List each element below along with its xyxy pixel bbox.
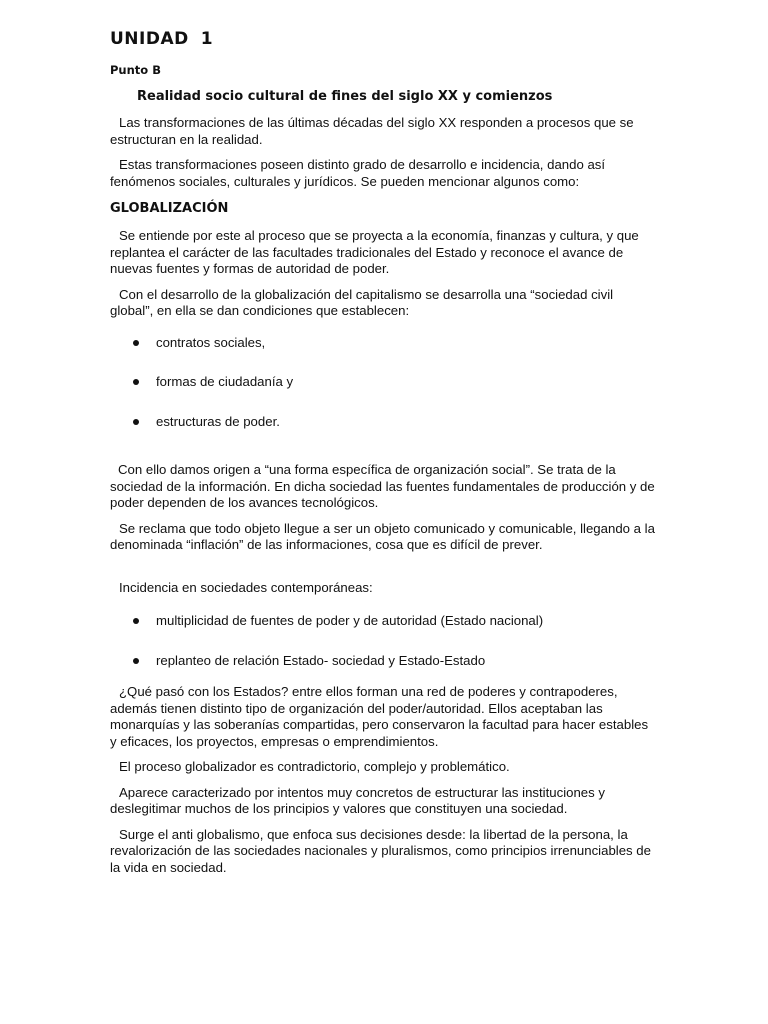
list-item-text: multiplicidad de fuentes de poder y de autoridad (Estado nacional): [156, 613, 544, 628]
paragraph: Con ello damos origen a “una forma específica de organización social”. Se trata de la sociedad de la información. En dicha sociedad las fuentes fundamentales de producción y de poder dependen de los avances tecnológicos.: [110, 462, 655, 510]
document-body: [110, 26, 658, 876]
section-heading: GLOBALIZACIÓN: [110, 201, 229, 216]
incidence-list: [110, 613, 658, 669]
bullet-icon: [133, 419, 139, 425]
paragraph: Surge el anti globalismo, que enfoca sus decisiones desde: la libertad de la persona, la revalorización de las sociedades nacionales y pluralismos, como principios irrenunciables de la vida en sociedad.: [110, 826, 651, 875]
list-item-text: replanteo de relación Estado- sociedad y Estado-Estado: [156, 652, 486, 668]
paragraph: Las transformaciones de las últimas décadas del siglo XX responden a procesos que se estructuran en la realidad.: [110, 115, 634, 147]
subtitle: Punto B: [110, 63, 161, 77]
incidence-intro: Incidencia en sociedades contemporáneas:: [119, 579, 373, 595]
paragraph: Aparece caracterizado por intentos muy concretos de estructurar las instituciones y deslegitimar muchos de los principios y valores que constituyen una sociedad.: [110, 784, 605, 816]
list-item-text: estructuras de poder.: [156, 413, 280, 429]
paragraph: Con el desarrollo de la globalización del capitalismo se desarrolla una “sociedad civil global”, en ella se dan condiciones que establecen:: [110, 286, 614, 318]
bullet-icon: [133, 379, 139, 385]
list-item: [110, 335, 658, 352]
list-item-text: formas de ciudadanía y: [156, 374, 294, 389]
document-title: Realidad socio cultural de fines del siglo XX y comienzos: [137, 89, 553, 104]
conditions-list: [110, 335, 658, 431]
paragraph: El proceso globalizador es contradictorio, complejo y problemático.: [119, 759, 510, 774]
list-item-text: contratos sociales,: [156, 334, 266, 350]
list-item: [110, 653, 658, 670]
unit-title: [110, 26, 658, 52]
list-item: [110, 613, 658, 630]
unit-number: 1: [200, 29, 214, 49]
paragraph: Se entiende por este al proceso que se proyecta a la economía, finanzas y cultura, y que replantea el carácter de las facultades tradicionales del Estado y reconoce el avance de nuevas fuentes y formas de autoridad de poder.: [110, 228, 639, 276]
paragraph: Se reclama que todo objeto llegue a ser un objeto comunicado y comunicable, llegando a la denominada “inflación” de las informaciones, cosa que es difícil de prever.: [110, 520, 655, 552]
bullet-icon: [133, 658, 139, 664]
unit-word: UNIDAD: [110, 29, 189, 49]
paragraph: ¿Qué pasó con los Estados? entre ellos forman una red de poderes y contrapoderes, además tienen distinto tipo de organización del poder/autoridad. Ellos aceptaban las monarquías y las soberanías compartidas, pero conservaron la facultad para hacer estables y eficaces, los proyectos, empresas o emprendimientos.: [110, 684, 649, 749]
paragraph: Estas transformaciones poseen distinto grado de desarrollo e incidencia, dando así fenómenos sociales, culturales y jurídicos. Se pueden mencionar algunos como:: [110, 157, 606, 189]
bullet-icon: [133, 340, 139, 346]
list-item: [110, 374, 658, 391]
list-item: [110, 414, 658, 431]
bullet-icon: [133, 618, 139, 624]
